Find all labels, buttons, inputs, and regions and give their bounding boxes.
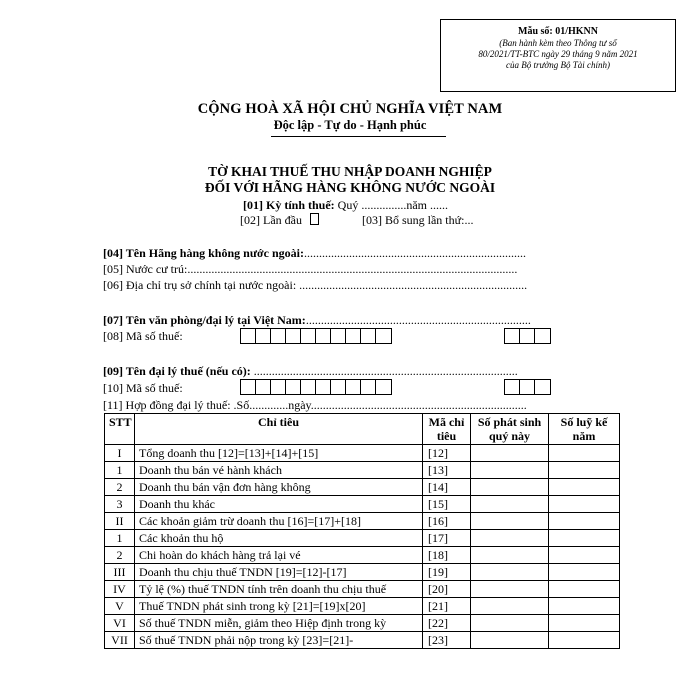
row-stt: 3 [105, 496, 135, 513]
row-arising-value[interactable] [471, 530, 549, 547]
table-row [105, 632, 620, 649]
row-indicator: Các khoản thu hộ [135, 530, 423, 547]
form-note-line-3: của Bộ trưởng Bộ Tài chính) [506, 60, 610, 70]
row-code: [14] [423, 479, 471, 496]
row-indicator: Thuế TNDN phát sinh trong kỳ [21]=[19]x[20] [135, 598, 423, 615]
row-code: [19] [423, 564, 471, 581]
row-indicator: Số thuế TNDN phải nộp trong kỳ [23]=[21]- [135, 632, 423, 649]
row-cumulative-value[interactable] [549, 547, 620, 564]
field-04-input[interactable]: .......................................................................... [304, 246, 527, 260]
row-cumulative-value[interactable] [549, 564, 620, 581]
row-code: [22] [423, 615, 471, 632]
row-indicator: Doanh thu khác [135, 496, 423, 513]
field-08-label: [08] Mã số thuế: [103, 329, 183, 343]
row-stt: VII [105, 632, 135, 649]
table-row [105, 564, 620, 581]
table-row [105, 462, 620, 479]
row-stt: 2 [105, 547, 135, 564]
field-09-label: [09] Tên đại lý thuế (nếu có): [103, 364, 251, 378]
row-code: [13] [423, 462, 471, 479]
table-row [105, 445, 620, 462]
form-title-line-2: ĐỐI VỚI HÃNG HÀNG KHÔNG NƯỚC NGOÀI [204, 180, 496, 195]
tax-period-label: [01] Kỳ tính thuế: [243, 198, 335, 212]
table-row [105, 547, 620, 564]
row-cumulative-value[interactable] [549, 479, 620, 496]
row-cumulative-value[interactable] [549, 598, 620, 615]
row-cumulative-value[interactable] [549, 615, 620, 632]
form-note-line-1: (Ban hành kèm theo Thông tư số [499, 38, 617, 48]
row-arising-value[interactable] [471, 632, 549, 649]
table-row [105, 496, 620, 513]
row-indicator: Chi hoàn do khách hàng trả lại vé [135, 547, 423, 564]
field-07-row [103, 313, 531, 328]
row-stt: II [105, 513, 135, 530]
tax-code-10-suffix-boxes[interactable] [504, 379, 551, 395]
row-indicator: Doanh thu bán vé hành khách [135, 462, 423, 479]
row-stt: VI [105, 615, 135, 632]
tax-period-row [243, 198, 448, 213]
col-cumulative-header: Số luỹ kế năm [549, 414, 620, 445]
form-note-line-2: 80/2021/TT-BTC ngày 29 tháng 9 năm 2021 [478, 49, 638, 59]
row-arising-value[interactable] [471, 479, 549, 496]
table-row [105, 615, 620, 632]
col-arising-header: Số phát sinh quý này [471, 414, 549, 445]
nation-title: CỘNG HOÀ XÃ HỘI CHỦ NGHĨA VIỆT NAM [197, 101, 503, 117]
row-code: [20] [423, 581, 471, 598]
row-stt: V [105, 598, 135, 615]
field-11[interactable]: [11] Hợp đồng đại lý thuế: .Số.............ngày........................................................................ [103, 398, 527, 412]
row-arising-value[interactable] [471, 462, 549, 479]
row-cumulative-value[interactable] [549, 513, 620, 530]
table-row [105, 479, 620, 496]
field-04-row [103, 246, 526, 261]
row-code: [16] [423, 513, 471, 530]
row-stt: 1 [105, 530, 135, 547]
tax-code-08-suffix-boxes[interactable] [504, 328, 551, 344]
row-indicator: Số thuế TNDN miễn, giảm theo Hiệp định trong kỳ [135, 615, 423, 632]
supplement-label[interactable]: [03] Bổ sung lần thứ:... [361, 213, 474, 227]
tax-code-10-boxes[interactable] [240, 379, 392, 395]
row-cumulative-value[interactable] [549, 462, 620, 479]
field-04-label: [04] Tên Hãng hàng không nước ngoài: [103, 246, 305, 260]
row-cumulative-value[interactable] [549, 445, 620, 462]
tax-period-value[interactable]: Quý ...............năm ...... [337, 198, 448, 212]
row-code: [17] [423, 530, 471, 547]
field-07-input[interactable]: ........................................................................... [305, 313, 531, 327]
row-arising-value[interactable] [471, 513, 549, 530]
field-05[interactable]: [05] Nước cư trú:.............................................................................................................. [103, 262, 518, 276]
field-09-input[interactable]: ........................................................................................ [253, 364, 518, 378]
first-time-checkbox[interactable] [310, 213, 319, 225]
row-cumulative-value[interactable] [549, 530, 620, 547]
row-arising-value[interactable] [471, 445, 549, 462]
row-code: [15] [423, 496, 471, 513]
row-stt: I [105, 445, 135, 462]
form-code: Mẫu số: 01/HKNN [518, 26, 598, 37]
row-indicator: Doanh thu chịu thuế TNDN [19]=[12]-[17] [135, 564, 423, 581]
field-10-label: [10] Mã số thuế: [103, 381, 183, 395]
row-code: [18] [423, 547, 471, 564]
row-arising-value[interactable] [471, 564, 549, 581]
row-stt: 2 [105, 479, 135, 496]
field-09-row [103, 364, 518, 379]
row-arising-value[interactable] [471, 547, 549, 564]
row-code: [12] [423, 445, 471, 462]
row-stt: IV [105, 581, 135, 598]
motto: Độc lập - Tự do - Hạnh phúc [273, 118, 427, 132]
table-row [105, 530, 620, 547]
first-time-label: [02] Lần đầu [240, 213, 302, 227]
row-arising-value[interactable] [471, 581, 549, 598]
col-stt-header: STT [105, 414, 135, 445]
field-07-label: [07] Tên văn phòng/đại lý tại Việt Nam: [103, 313, 306, 327]
row-indicator: Doanh thu bán vận đơn hàng không [135, 479, 423, 496]
row-arising-value[interactable] [471, 496, 549, 513]
row-cumulative-value[interactable] [549, 632, 620, 649]
table-header-row [105, 414, 620, 445]
form-code-box [440, 19, 676, 92]
row-stt: 1 [105, 462, 135, 479]
row-code: [23] [423, 632, 471, 649]
col-indicator-header: Chỉ tiêu [135, 414, 423, 445]
row-cumulative-value[interactable] [549, 496, 620, 513]
row-indicator: Các khoản giảm trừ doanh thu [16]=[17]+[18] [135, 513, 423, 530]
row-arising-value[interactable] [471, 598, 549, 615]
row-stt: III [105, 564, 135, 581]
row-cumulative-value[interactable] [549, 581, 620, 598]
form-title-line-1: TỜ KHAI THUẾ THU NHẬP DOANH NGHIỆP [208, 164, 492, 179]
table-row [105, 598, 620, 615]
declaration-type-row [240, 213, 473, 228]
field-06[interactable]: [06] Địa chỉ trụ sở chính tại nước ngoài: ............................................................................ [103, 278, 528, 292]
declaration-table [104, 413, 620, 649]
col-code-header: Mã chỉ tiêu [423, 414, 471, 445]
row-indicator: Tỷ lệ (%) thuế TNDN tính trên doanh thu chịu thuế [135, 581, 423, 598]
row-indicator: Tổng doanh thu [12]=[13]+[14]+[15] [135, 445, 423, 462]
table-row [105, 581, 620, 598]
row-arising-value[interactable] [471, 615, 549, 632]
tax-code-08-boxes[interactable] [240, 328, 392, 344]
table-row [105, 513, 620, 530]
row-code: [21] [423, 598, 471, 615]
motto-underline [271, 136, 446, 137]
